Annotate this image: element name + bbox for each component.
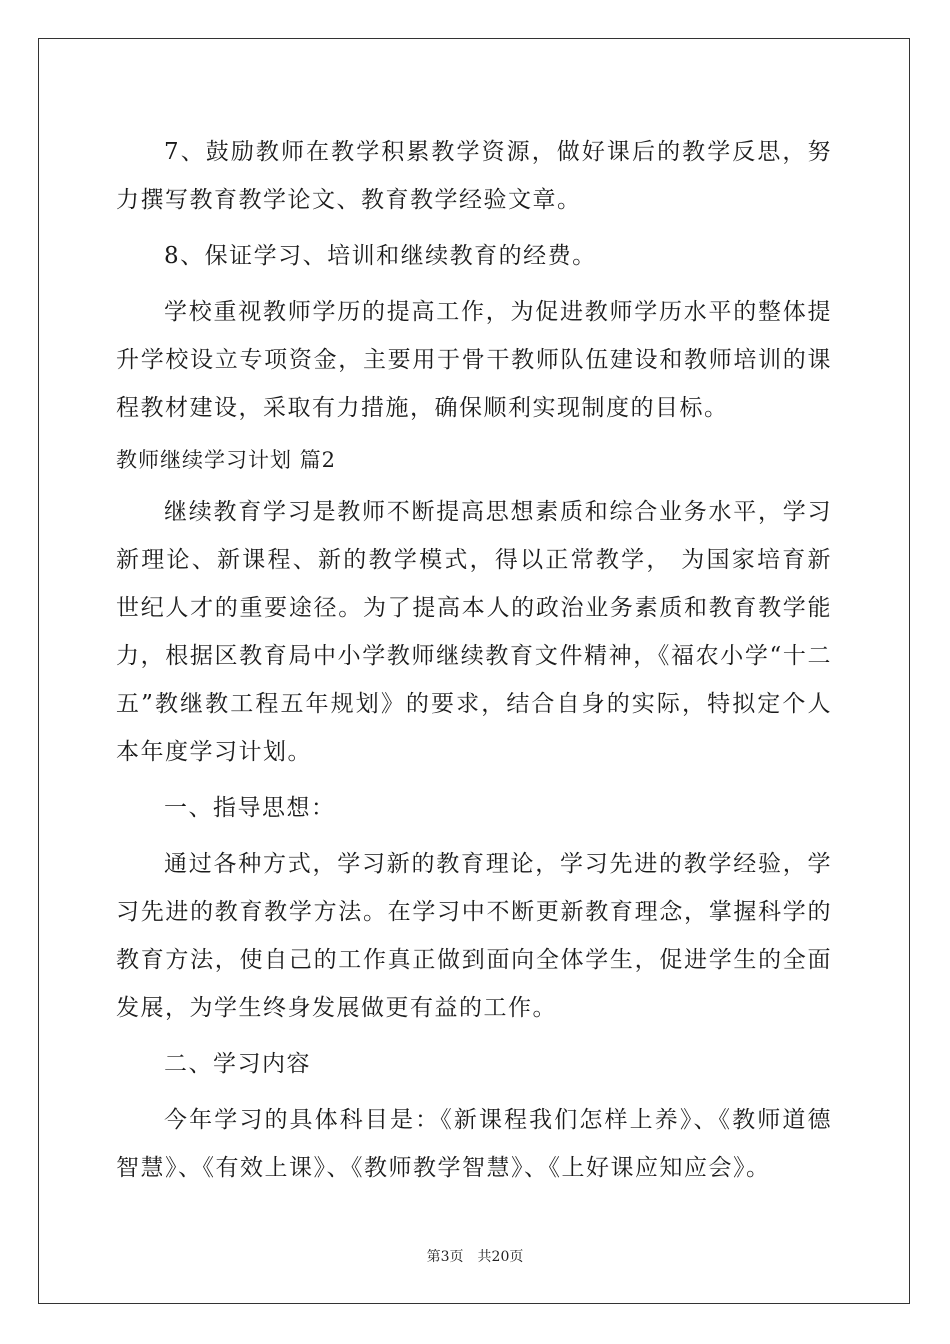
paragraph-intro: 继续教育学习是教师不断提高思想素质和综合业务水平，学习新理论、新课程、新的教学模式，得以正常教学， 为国家培育新世纪人才的重要途径。为了提高本人的政治业务素质和教育教学能力，根据区教育局中小学教师继续教育文件精神，《福农小学“十二五”教继教工程五年规划》的要求，结合自身的实际，特拟定个人本年度学习计划。 — [116, 499, 832, 765]
page-number-footer: 第3页 共20页 — [426, 1249, 524, 1265]
document-body — [116, 128, 832, 1200]
paragraph-guiding-thought: 通过各种方式，学习新的教育理论，学习先进的教学经验，学习先进的教育教学方法。在学习中不断更新教育理念，掌握科学的教育方法，使自己的工作真正做到面向全体学生，促进学生的全面发展，为学生终身发展做更有益的工作。 — [116, 851, 832, 1021]
paragraph-item-8: 8、保证学习、培训和继续教育的经费。 — [164, 243, 597, 269]
subheading-guiding-thought: 一、指导思想： — [164, 795, 336, 821]
paragraph-item-7: 7、鼓励教师在教学积累教学资源，做好课后的教学反思，努力撰写教育教学论文、教育教学经验文章。 — [116, 139, 832, 213]
subheading-study-content: 二、学习内容 — [164, 1051, 311, 1077]
paragraph-study-content: 今年学习的具体科目是：《新课程我们怎样上养》、《教师道德智慧》、《有效上课》、《教师教学智慧》、《上好课应知应会》。 — [116, 1107, 832, 1181]
paragraph-funding: 学校重视教师学历的提高工作，为促进教师学历水平的整体提升学校设立专项资金，主要用于骨干教师队伍建设和教师培训的课程教材建设，采取有力措施，确保顺利实现制度的目标。 — [116, 299, 832, 421]
section-heading: 教师继续学习计划 篇2 — [116, 448, 337, 472]
